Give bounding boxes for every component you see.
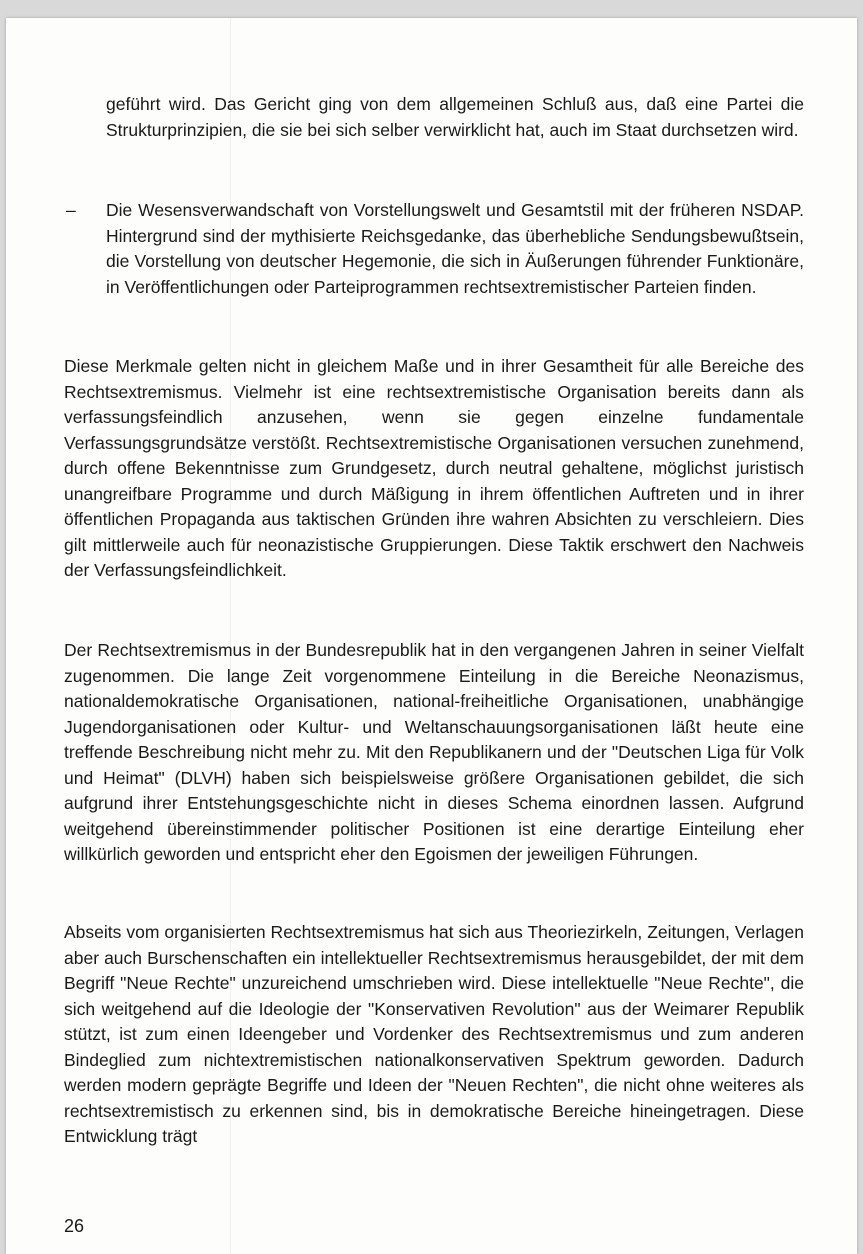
list-continuation-text: geführt wird. Das Gericht ging von dem allgemeinen Schluß aus, daß eine Partei die Strukturprinzipien, die sie bei sich selber verwirklicht hat, auch im Staat durchsetzen wird. [106, 94, 804, 140]
paragraph-2: Der Rechtsextremismus in der Bundesrepublik hat in den vergangenen Jahren in seiner Vielfalt zugenommen. Die lange Zeit vorgenommene Einteilung in die Bereiche Neonazismus, nationaldemokratische Organisationen, national-freiheitliche Organisationen, unabhängige Jugendorganisationen oder Kultur- und Weltanschauungsorganisationen läßt heute eine treffende Beschreibung nicht mehr zu. Mit den Republikanern und der "Deutschen Liga für Volk und Heimat" (DLVH) haben sich beispielsweise größere Organisationen gebildet, die sich aufgrund ihrer Entstehungsgeschichte nicht in dieses Schema einordnen lassen. Aufgrund weitgehend übereinstimmender politischer Positionen ist eine derartige Einteilung eher willkürlich geworden und entspricht eher den Egoismen der jeweiligen Führungen. [64, 640, 804, 864]
paragraph-1: Diese Merkmale gelten nicht in gleichem Maße und in ihrer Gesamtheit für alle Bereiche des Rechtsextremismus. Vielmehr ist eine rechtsextremistische Organisation bereits dann als verfassungsfeindlich anzusehen, wenn sie gegen einzelne fundamentale Verfassungsgrundsätze verstößt. Rechtsextremistische Organisationen versuchen zunehmend, durch offene Bekenntnisse zum Grundgesetz, durch neutral gehaltene, möglichst juristisch unangreifbare Programme und durch Mäßigung in ihrem öffentlichen Auftreten und in ihrer öffentlichen Propaganda aus taktischen Gründen ihre wahren Absichten zu verschleiern. Dies gilt mittlerweile auch für neonazistische Gruppierungen. Diese Taktik erschwert den Nachweis der Verfassungsfeindlichkeit. [64, 356, 804, 580]
paragraph-3: Abseits vom organisierten Rechtsextremismus hat sich aus Theoriezirkeln, Zeitungen, Verlagen aber auch Burschenschaften ein intellektueller Rechtsextremismus herausgebildet, der mit dem Begriff "Neue Rechte" unzureichend umschrieben wird. Diese intellektuelle "Neue Rechte", die sich weitgehend auf die Ideologie der "Konservativen Revolution" aus der Weimarer Republik stützt, ist zum einen Ideengeber und Vordenker des Rechtsextremismus und zum anderen Bindeglied zum nichtextremistischen nationalkonservativen Spektrum geworden. Dadurch werden modern geprägte Begriffe und Ideen der "Neuen Rechten", die nicht ohne weiteres als rechtsextremistisch zu erkennen sind, bis in demokratische Bereiche hineingetragen. Diese Entwicklung trägt [64, 922, 804, 1146]
list-item-dash: – [66, 200, 76, 220]
page-number: 26 [64, 1216, 85, 1236]
list-item-text: Die Wesensverwandschaft von Vorstellungswelt und Gesamtstil mit der früheren NSDAP. Hintergrund sind der mythisierte Reichsgedanke, das überhebliche Sendungsbewußtsein, die Vorstellung von deutscher Hegemonie, die sich in Äußerungen führender Funktionäre, in Veröffentlichungen oder Parteiprogrammen rechtsextremistischer Parteien finden. [106, 200, 804, 297]
document-page [6, 18, 857, 1254]
